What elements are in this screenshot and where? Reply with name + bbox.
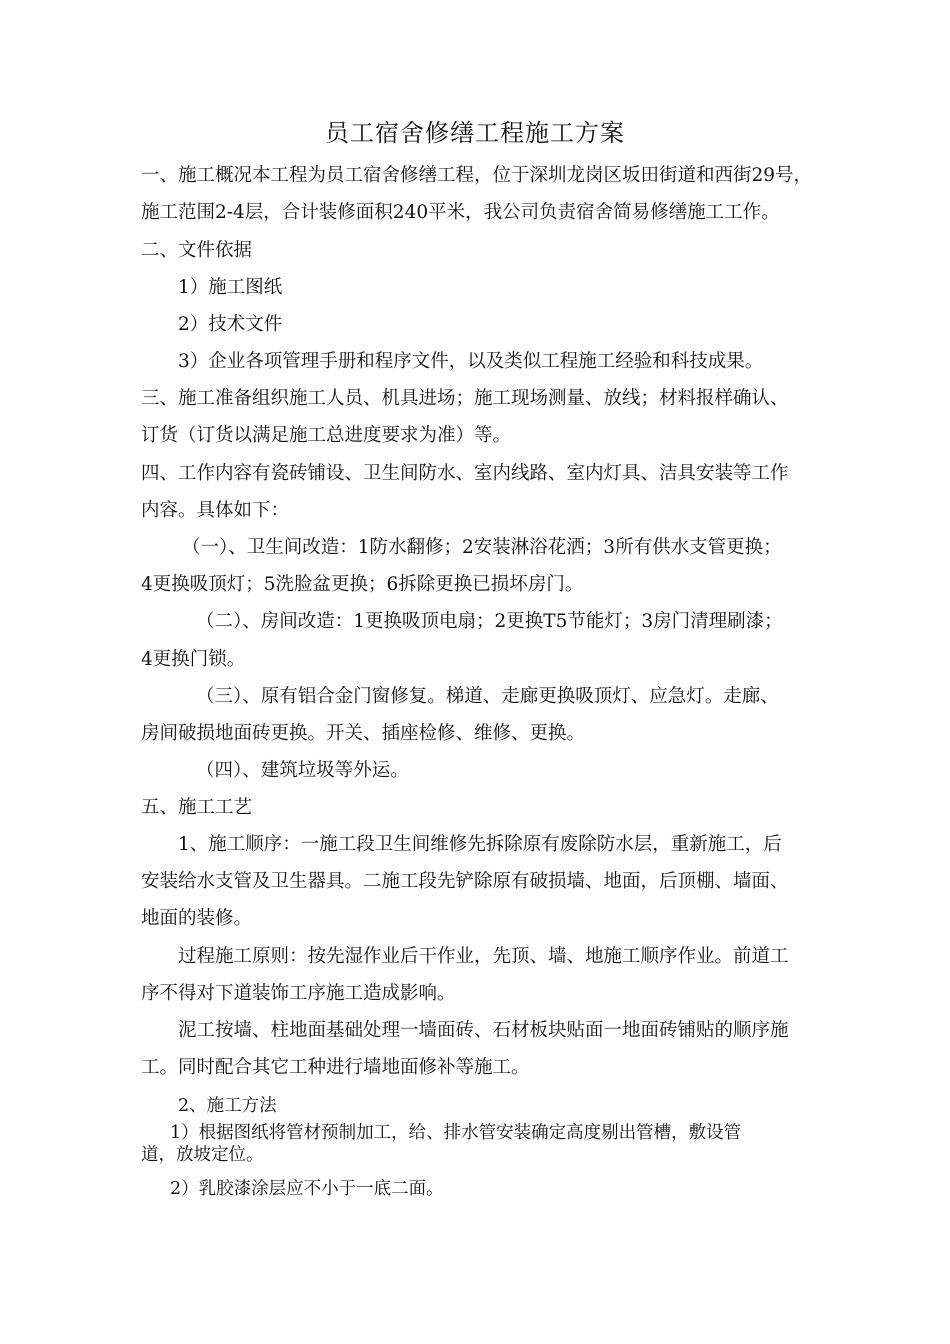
paragraph-line: 道，放坡定位。: [141, 1145, 264, 1165]
paragraph-line: 房间破损地面砖更换。开关、插座检修、维修、更换。: [141, 723, 586, 744]
document-title: 员工宿舍修缮工程施工方案: [325, 119, 625, 147]
paragraph-line: 工。同时配合其它工种进行墙地面修补等施工。: [141, 1057, 530, 1078]
paragraph-line: 4更换吸顶灯；5洗脸盆更换；6拆除更换已损坏房门。: [141, 574, 584, 595]
paragraph-line: 1、施工顺序：一施工段卫生间维修先拆除原有废除防水层，重新施工，后: [178, 834, 782, 855]
paragraph-line: （一）、卫生间改造：1防水翻修；2安装淋浴花洒；3所有供水支管更换；: [182, 537, 782, 558]
list-item: 3）企业各项管理手册和程序文件，以及类似工程施工经验和科技成果。: [178, 351, 764, 372]
section-heading: 五、施工工艺: [141, 797, 253, 818]
paragraph-line: 四、工作内容有瓷砖铺设、卫生间防水、室内线路、室内灯具、洁具安装等工作: [141, 463, 789, 484]
section-heading: 二、文件依据: [141, 240, 253, 261]
paragraph-line: 4更换门锁。: [141, 649, 246, 670]
paragraph-line: 泥工按墙、柱地面基础处理一墙面砖、石材板块贴面一地面砖铺贴的顺序施: [178, 1020, 789, 1041]
paragraph-line: 施工范围2-4层，合计装修面积240平米，我公司负责宿舍简易修缮施工工作。: [141, 202, 780, 223]
paragraph-line: 订货（订货以满足施工总进度要求为准）等。: [141, 425, 512, 446]
paragraph-line: 安装给水支管及卫生器具。二施工段先铲除原有破损墙、地面，后顶棚、墙面、: [141, 871, 789, 892]
paragraph-line: 过程施工原则：按先湿作业后干作业，先顶、墙、地施工顺序作业。前道工: [178, 946, 789, 967]
paragraph-line: 内容。具体如下：: [141, 500, 290, 521]
paragraph-line: 1）根据图纸将管材预制加工，给、排水管安装确定高度剔出管槽，敷设管: [170, 1123, 742, 1143]
paragraph-line: 序不得对下道装饰工序施工造成影响。: [141, 983, 456, 1004]
paragraph-line: 地面的装修。: [141, 908, 253, 929]
paragraph-line: 三、施工准备组织施工人员、机具进场；施工现场测量、放线；材料报样确认、: [141, 388, 789, 409]
paragraph-line: （二）、房间改造：1更换吸顶电扇；2更换T5节能灯；3房门清理刷漆；: [196, 611, 783, 632]
list-item: 2）技术文件: [178, 314, 283, 335]
paragraph-line: 2）乳胶漆涂层应不小于一底二面。: [170, 1179, 444, 1199]
subsection-heading: 2、施工方法: [178, 1096, 277, 1116]
paragraph-line: （四）、建筑垃圾等外运。: [196, 760, 409, 781]
paragraph-line: 一、施工概况本工程为员工宿舍修缮工程，位于深圳龙岗区坂田街道和西街29号，: [141, 165, 813, 186]
list-item: 1）施工图纸: [178, 277, 283, 298]
paragraph-line: （三）、原有铝合金门窗修复。梯道、走廊更换吸顶灯、应急灯。走廊、: [196, 686, 779, 707]
